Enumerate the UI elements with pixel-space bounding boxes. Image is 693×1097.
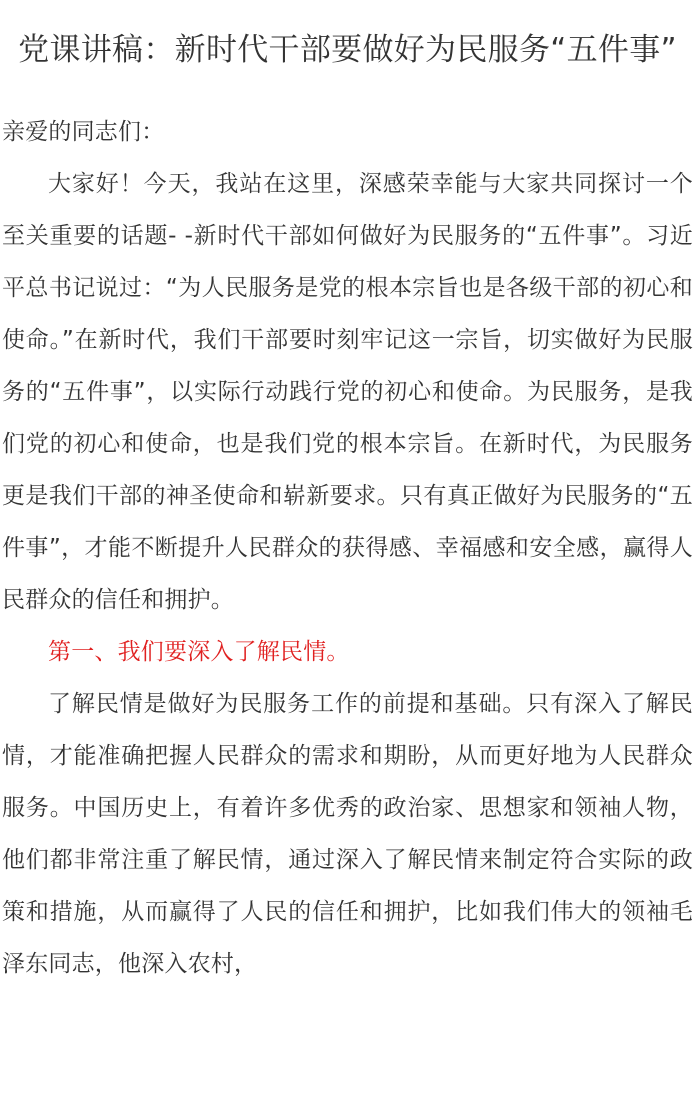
paragraph-section-1: 了解民情是做好为民服务工作的前提和基础。只有深入了解民情，才能准确把握人民群众的需求和期盼，从而更好地为人民群众服务。中国历史上，有着许多优秀的政治家、思想家和领袖人物，他们都非常注重了解民情，通过深入了解民情来制定符合实际的政策和措施，从而赢得了人民的信任和拥护，比如我们伟大的领袖毛泽东同志，他深入农村， bbox=[2, 691, 693, 977]
article-title: 党课讲稿：新时代干部要做好为民服务“五件事” bbox=[18, 32, 677, 68]
article-body bbox=[2, 106, 693, 990]
section-heading-1: 第一、我们要深入了解民情。 bbox=[48, 639, 350, 665]
paragraph-intro: 大家好！今天，我站在这里，深感荣幸能与大家共同探讨一个至关重要的话题- -新时代干部如何做好为民服务的“五件事”。习近平总书记说过：“为人民服务是党的根本宗旨也是各级干部的初心和使命。”在新时代，我们干部要时刻牢记这一宗旨，切实做好为民服务的“五件事”，以实际行动践行党的初心和使命。为民服务，是我们党的初心和使命，也是我们党的根本宗旨。在新时代，为民服务更是我们干部的神圣使命和崭新要求。只有真正做好为民服务的“五件事”，才能不断提升人民群众的获得感、幸福感和安全感，赢得人民群众的信任和拥护。 bbox=[2, 171, 693, 613]
salutation: 亲爱的同志们： bbox=[2, 119, 165, 145]
